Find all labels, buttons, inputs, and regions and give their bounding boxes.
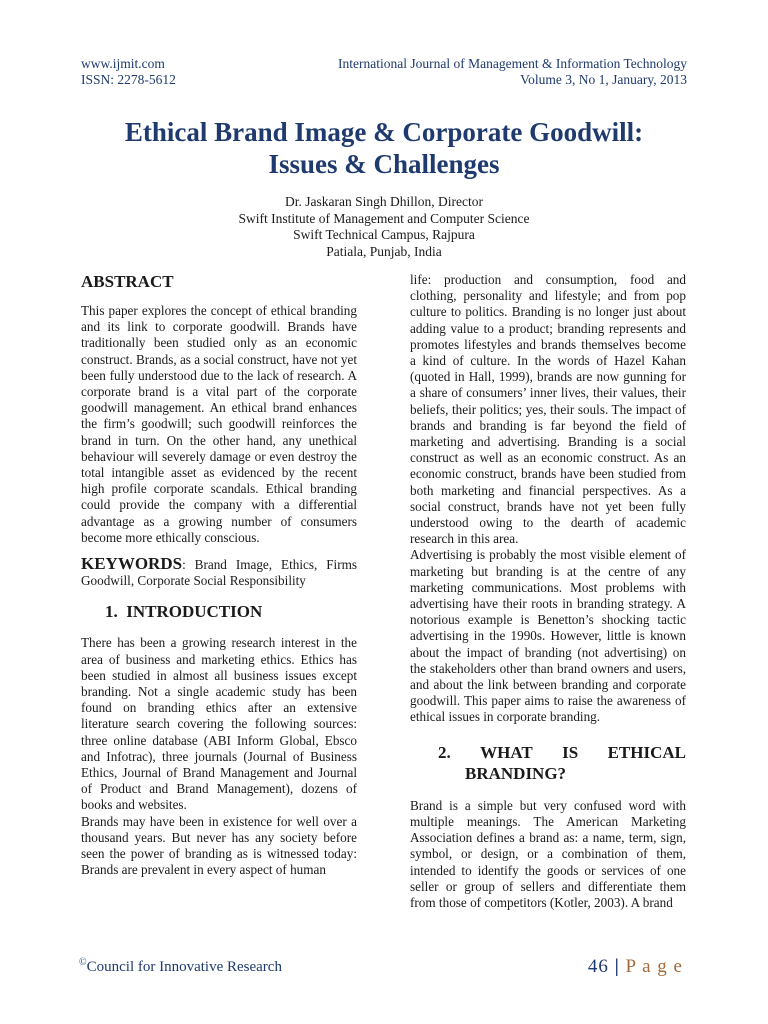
section-number: 1. [105, 602, 118, 622]
intro-paragraph-1: There has been a growing research interest in the area of business and marketing ethics. Ethics has been studied in almost all business issues except branding. Not a single academic study has been found on branding ethics after an extensive literature search covering the following sources: three online database (ABI Inform Global, Ebsco and Infotrac), three journals (Journal of Business Ethics, Journal of Brand Management and Journal of Product and Brand Management), dozens of books and websites. [81, 635, 357, 813]
journal-issn: ISSN: 2278-5612 [81, 72, 176, 87]
section-title-word: WHAT [480, 742, 533, 762]
journal-name: International Journal of Management & Information Technology [338, 56, 687, 71]
journal-volume: Volume 3, No 1, January, 2013 [520, 72, 687, 87]
intro-paragraph-2: Brands may have been in existence for well over a thousand years. But never has any society before seen the power of branding as is witnessed today: Brands are prevalent in every aspect of human [81, 813, 357, 878]
page-word: P a g e [625, 956, 683, 977]
section-title: INTRODUCTION [126, 602, 263, 622]
author-institute: Swift Institute of Management and Computer Science [238, 210, 530, 226]
section-title-word: BRANDING? [465, 763, 567, 783]
paper-title-line1: Ethical Brand Image & Corporate Goodwill: [124, 117, 644, 147]
abstract-heading: ABSTRACT [81, 272, 174, 291]
intro-paragraph-3: life: production and consumption, food and clothing, personality and lifestyle; and from pop culture to politics. Branding is no longer just about adding value to a product; branding represents and promotes lifestyles and brands themselves become a kind of culture. In the words of Hazel Kahan (quoted in Hall, 1999), brands are now gunning for a share of consumers’ inner lives, their values, their beliefs, their politics; yes, their souls. The impact of brands and branding is far beyond the field of marketing and advertising. Branding is a social construct as well as an economic construct. As an economic construct, brands have been studied from both marketing and financial perspectives. As a social construct, brands have not yet been fully understood owing to the dearth of academic research in this area. [410, 272, 686, 547]
section-heading-ethical-branding [410, 742, 686, 784]
author-name: Dr. Jaskaran Singh Dhillon, Director [285, 194, 483, 209]
right-column [410, 272, 686, 911]
paper-title-line2: Issues & Challenges [268, 149, 500, 179]
intro-paragraph-4: Advertising is probably the most visible element of marketing but branding is at the centre of any marketing communications. Most problems with advertising have their roots in branding strategy. A notorious example is Benetton’s shocking tactic advertising in the 1990s. However, little is known about the impact of branding (not advertising) on the stakeholders other than brand owners and users, and about the link between branding and corporate goodwill. This paper aims to raise the awareness of ethical issues in corporate branding. [410, 547, 686, 725]
copyright-symbol: © [79, 957, 87, 968]
section-number: 2. [438, 742, 451, 762]
page-number: 46 [587, 956, 609, 977]
author-location: Patiala, Punjab, India [326, 243, 442, 259]
author-block [0, 194, 768, 260]
paper-title [0, 116, 768, 180]
publisher-name: Council for Innovative Research [86, 959, 282, 975]
page-separator: | [614, 956, 620, 977]
section2-paragraph-1: Brand is a simple but very confused word with multiple meanings. The American Marketing Association defines a brand as: a name, term, sign, symbol, or design, or a combination of them, intended to identify the goods or services of one seller or group of sellers and differentiate them from those of competitors (Kotler, 2003). A brand [410, 797, 686, 910]
section-title-word: ETHICAL [607, 742, 686, 762]
section-heading-introduction [81, 601, 357, 622]
journal-website[interactable]: www.ijmit.com [81, 56, 165, 71]
left-column [81, 272, 357, 879]
section-title-word: IS [562, 742, 579, 762]
footer-page [588, 956, 683, 978]
abstract-text: This paper explores the concept of ethical branding and its link to corporate goodwill. Brands have traditionally been studied only as an economic construct. Brands, as a social construct, have not yet been fully understood due to the lack of research. A corporate brand is a vital part of the corporate goodwill management. An ethical brand enhances the firm’s goodwill; such goodwill reinforces the brand in turn. On the other hand, any unethical behaviour will severely damage or even destroy the total intangible asset as evidenced by the recent high profile corporate scandals. Ethical branding could provide the company with a differential advantage as a growing number of consumers become more ethically conscious. [81, 303, 357, 545]
keywords [81, 556, 357, 589]
keywords-label: KEYWORDS [81, 554, 183, 574]
footer-publisher [79, 957, 282, 976]
header-right [338, 56, 687, 88]
author-campus: Swift Technical Campus, Rajpura [293, 227, 475, 242]
keywords-text: : Brand Image, Ethics, Firms Goodwill, Corporate Social Responsibility [81, 557, 357, 589]
header-left [81, 56, 176, 88]
